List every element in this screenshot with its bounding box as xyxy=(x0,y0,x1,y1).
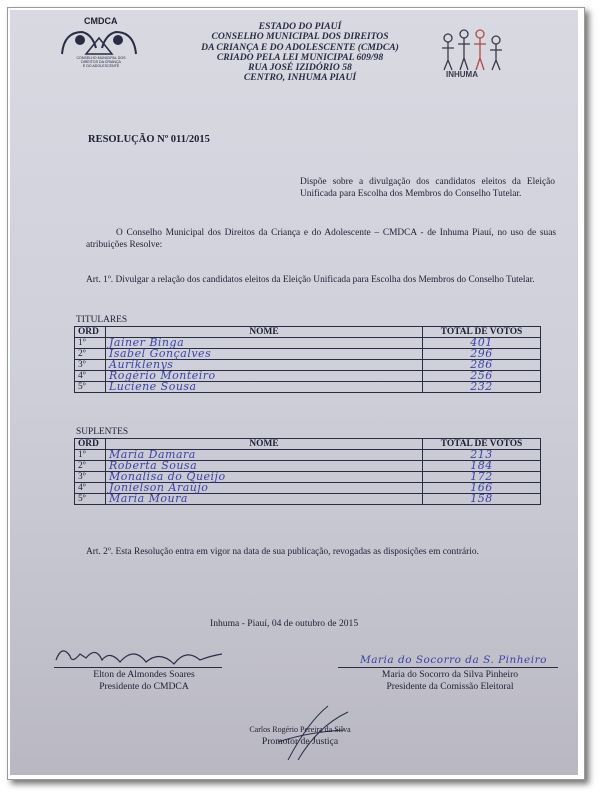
ord-cell: 2º xyxy=(75,349,106,360)
table-row xyxy=(75,382,541,393)
ord-cell: 3º xyxy=(75,360,106,371)
ord-cell: 3º xyxy=(75,472,106,483)
votes-cell: 184 xyxy=(423,461,541,472)
votes-cell: 401 xyxy=(423,338,541,349)
name-cell: Maria Moura xyxy=(106,494,423,505)
ord-cell: 1º xyxy=(75,338,106,349)
letterhead-line: DA CRIANÇA E DO ADOLESCENTE (CMDCA) xyxy=(201,41,399,53)
date-line: Inhuma - Piauí, 04 de outubro de 2015 xyxy=(210,618,359,629)
name-cell: Rogério Monteiro xyxy=(106,371,423,382)
cmdca-caption-line: E DO ADOLESCENTE xyxy=(82,64,120,68)
name-cell: Luciene Sousa xyxy=(106,382,423,393)
article-2: Art. 2º. Esta Resolução entra em vigor na data de sua publicação, revogadas as disposições em contrário. xyxy=(86,547,479,557)
col-votos-header: TOTAL DE VOTOS xyxy=(423,327,541,338)
col-votos-header: TOTAL DE VOTOS xyxy=(423,439,541,450)
ord-cell: 4º xyxy=(75,483,106,494)
document-page xyxy=(10,10,578,775)
ord-cell: 1º xyxy=(75,450,106,461)
col-nome-header: NOME xyxy=(106,439,423,450)
votes-cell: 172 xyxy=(423,472,541,483)
resolution-title: RESOLUÇÃO Nº 011/2015 xyxy=(88,134,210,145)
suplentes-label: SUPLENTES xyxy=(76,427,129,437)
table-row xyxy=(75,494,541,505)
signature-block-left xyxy=(54,669,234,693)
votes-cell: 256 xyxy=(423,371,541,382)
name-cell: Monalisa do Queijo xyxy=(106,472,423,483)
letterhead-line: CONSELHO MUNICIPAL DOS DIREITOS xyxy=(211,31,389,43)
cmdca-logo xyxy=(56,18,142,68)
name-cell: Auriklenys xyxy=(106,360,423,371)
votes-cell: 296 xyxy=(423,349,541,360)
cmdca-caption-line: DIREITOS DA CRIANÇA xyxy=(81,60,121,64)
letterhead-line: ESTADO DO PIAUÍ xyxy=(258,21,342,32)
signature-line-left xyxy=(54,667,222,668)
votes-cell: 286 xyxy=(423,360,541,371)
inhuma-logo xyxy=(434,28,514,82)
signature-block-right xyxy=(340,669,560,693)
name-cell: Jonielson Araújo xyxy=(106,483,423,494)
ord-cell: 2º xyxy=(75,461,106,472)
signer-name: Elton de Almondes Soares xyxy=(93,669,195,680)
votes-cell: 213 xyxy=(423,450,541,461)
inhuma-logo-text: INHUMA xyxy=(446,70,478,79)
name-cell: Roberta Sousa xyxy=(106,461,423,472)
signature-line-right xyxy=(338,667,558,668)
ord-cell: 5º xyxy=(75,382,106,393)
article-1: Art. 1º. Divulgar a relação dos candidatos eleitos da Eleição Unificada para Escolha dos Membros do Conselho Tutelar. xyxy=(86,275,535,285)
signer-role: Promotor de Justiça xyxy=(261,736,339,747)
letterhead-line: CENTRO, INHUMA PIAUÍ xyxy=(243,72,357,84)
letterhead xyxy=(150,22,450,84)
resolution-summary: Dispõe sobre a divulgação dos candidatos eleitos da Eleição Unificada para Escolha dos Membros do Conselho Tutelar. xyxy=(300,177,555,199)
col-ord-header: ORD xyxy=(75,327,106,338)
cmdca-acronym: CMDCA xyxy=(84,16,118,26)
signer-role: Presidente do CMDCA xyxy=(99,681,189,692)
letterhead-line: RUA JOSÉ IZIDÓRIO 58 xyxy=(248,62,352,74)
ord-cell: 4º xyxy=(75,371,106,382)
col-ord-header: ORD xyxy=(75,439,106,450)
signature-block-bottom xyxy=(220,724,380,748)
cmdca-logo-caption xyxy=(66,56,136,68)
signer-name: Maria do Socorro da Silva Pinheiro xyxy=(381,669,519,680)
signer-name: Carlos Rogério Pereira da Silva xyxy=(249,725,351,734)
name-cell: Isabel Gonçalves xyxy=(106,349,423,360)
titulares-label: TITULARES xyxy=(76,315,128,325)
name-cell: Maria Damara xyxy=(106,450,423,461)
cmdca-caption-line: CONSELHO MUNICIPAL DOS xyxy=(76,56,126,60)
suplentes-table xyxy=(74,438,541,505)
letterhead-line: CRIADO PELA LEI MUNICIPAL 609/98 xyxy=(216,51,384,63)
votes-cell: 166 xyxy=(423,483,541,494)
ord-cell: 5º xyxy=(75,494,106,505)
votes-cell: 232 xyxy=(423,382,541,393)
col-nome-header: NOME xyxy=(106,327,423,338)
preamble-paragraph: O Conselho Municipal dos Direitos da Criança e do Adolescente – CMDCA - de Inhuma Piauí, no uso de suas atribuições Resolve: xyxy=(86,228,556,250)
signature-script-right: Maria do Socorro da S. Pinheiro xyxy=(360,654,547,666)
name-cell: Jainer Binga xyxy=(106,338,423,349)
signer-role: Presidente da Comissão Eleitoral xyxy=(386,681,514,692)
family-figures-icon xyxy=(434,28,514,72)
titulares-table xyxy=(74,326,541,393)
votes-cell: 158 xyxy=(423,494,541,505)
